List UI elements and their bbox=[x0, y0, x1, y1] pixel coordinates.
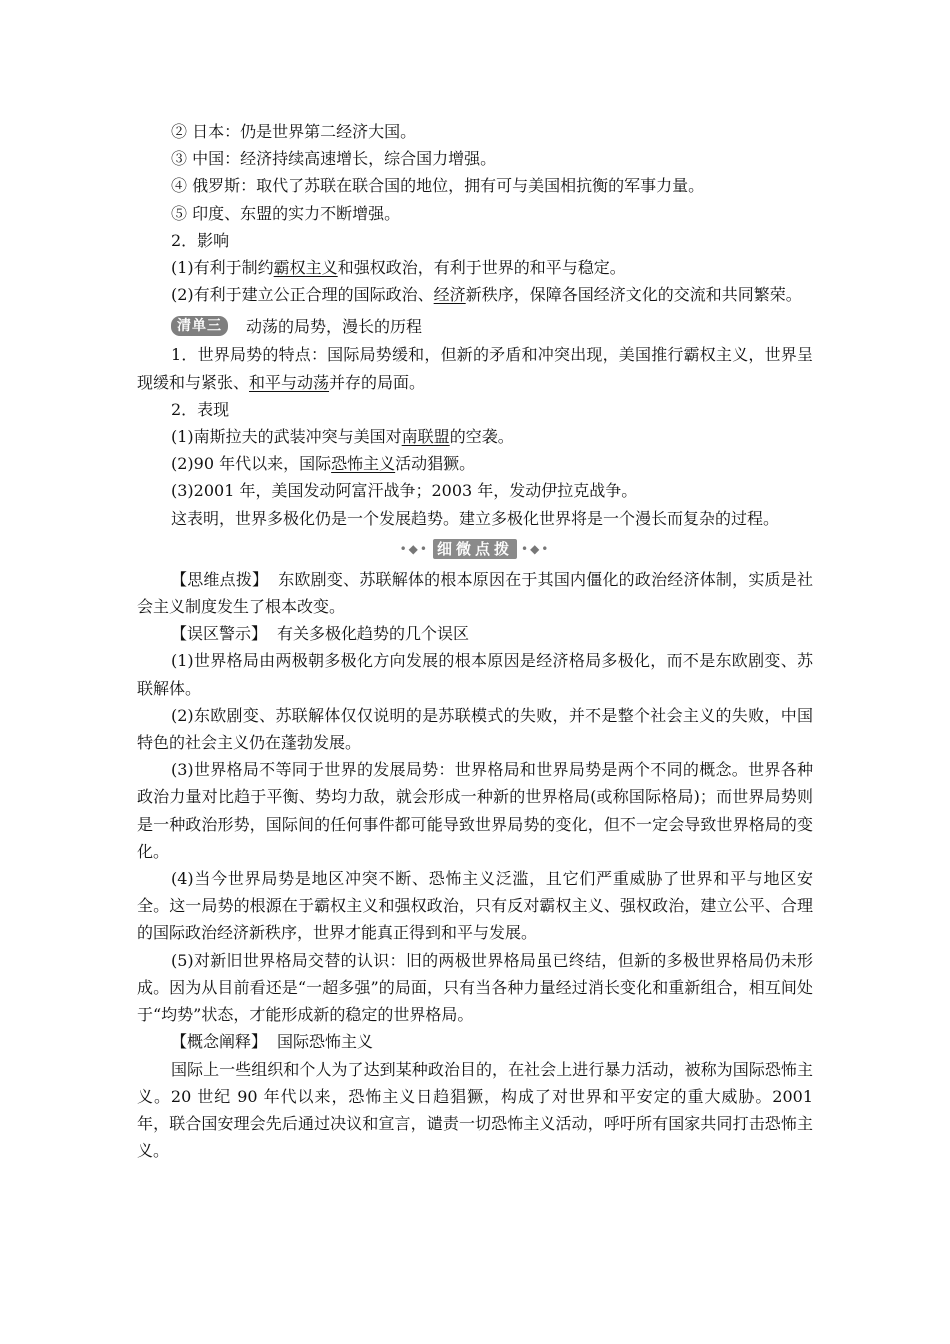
concept-label: 【概念阐释】 bbox=[171, 1032, 268, 1052]
impact-item-1-post: 和强权政治，有利于世界的和平与稳定。 bbox=[337, 258, 626, 278]
performance-item-2-pre: (2)90 年代以来，国际 bbox=[171, 454, 332, 474]
concept-heading bbox=[137, 1028, 813, 1055]
banner-dots-right: •◆• bbox=[521, 541, 551, 556]
misconception-item: (5)对新旧世界格局交替的认识：旧的两极世界格局虽已终结，但新的多极世界格局仍未形成。因为从目前看还是“一超多强”的局面，只有当各种力量经过消长变化和重新组合，相互间处于“均势”状态，才能形成新的稳定的世界格局。 bbox=[137, 950, 813, 1025]
misconception-title: 有关多极化趋势的几个误区 bbox=[277, 624, 470, 644]
banner-dots-left: •◆• bbox=[399, 541, 429, 556]
impact-item-1-pre: (1)有利于制约 bbox=[171, 258, 274, 278]
performance-item-1-pre: (1)南斯拉夫的武装冲突与美国对 bbox=[171, 427, 402, 447]
performance-item-2-post: 活动猖獗。 bbox=[395, 454, 476, 474]
concept-title: 国际恐怖主义 bbox=[277, 1032, 374, 1052]
misconception-label: 【误区警示】 bbox=[171, 624, 268, 644]
impact-item-2-underlined: 经济 bbox=[433, 285, 466, 305]
impact-item-2 bbox=[137, 281, 813, 308]
section-heading-3 bbox=[137, 311, 813, 341]
misconception-item: (2)东欧剧变、苏联解体仅仅说明的是苏联模式的失败，并不是整个社会主义的失败，中国特色的社会主义仍在蓬勃发展。 bbox=[137, 705, 813, 753]
performance-item-1-underlined: 南联盟 bbox=[401, 427, 450, 447]
impact-item-1-underlined: 霸权主义 bbox=[273, 258, 338, 278]
thinking-label: 【思维点拨】 bbox=[171, 569, 269, 589]
text-line-japan: ② 日本：仍是世界第二经济大国。 bbox=[171, 122, 417, 141]
feature-post: 并存的局面。 bbox=[329, 372, 426, 392]
impact-heading: 2．影响 bbox=[171, 230, 230, 250]
performance-item-3: (3)2001 年，美国发动阿富汗战争；2003 年，发动伊拉克战争。 bbox=[171, 481, 638, 501]
tips-banner bbox=[137, 534, 813, 564]
conclusion-line: 这表明，世界多极化仍是一个发展趋势。建立多极化世界将是一个漫长而复杂的过程。 bbox=[171, 508, 780, 528]
misconception-heading bbox=[137, 620, 813, 647]
performance-heading: 2．表现 bbox=[171, 399, 230, 419]
performance-item-2-underlined: 恐怖主义 bbox=[331, 454, 396, 474]
misconception-item: (1)世界格局由两极朝多极化方向发展的根本原因是经济格局多极化，而不是东欧剧变、苏联解体。 bbox=[137, 651, 813, 698]
feature-underlined: 和平与动荡 bbox=[249, 372, 330, 392]
document-page bbox=[137, 118, 813, 1164]
performance-item-2 bbox=[137, 450, 813, 477]
feature-paragraph bbox=[137, 341, 813, 395]
misconception-item: (4)当今世界局势是地区冲突不断、恐怖主义泛滥，且它们严重威胁了世界和平与地区安全。这一局势的根源在于霸权主义和强权政治，只有反对霸权主义、强权政治，建立公平、合理的国际政治经济新秩序，世界才能真正得到和平与发展。 bbox=[137, 869, 813, 943]
concept-text: 国际上一些组织和个人为了达到某种政治目的，在社会上进行暴力活动，被称为国际恐怖主义。20 世纪 90 年代以来，恐怖主义日趋猖獗，构成了对世界和平安定的重大威胁。2001 年，联合国安理会先后通过决议和宣言，谴责一切恐怖主义活动，呼吁所有国家共同打击恐怖主义。 bbox=[137, 1059, 813, 1161]
performance-item-1 bbox=[137, 423, 813, 450]
text-line-china: ③ 中国：经济持续高速增长，综合国力增强。 bbox=[171, 149, 497, 169]
impact-item-2-post: 新秩序，保障各国经济文化的交流和共同繁荣。 bbox=[465, 285, 802, 305]
performance-item-1-post: 的空袭。 bbox=[449, 427, 514, 447]
thinking-tip bbox=[137, 566, 813, 620]
impact-item-1 bbox=[137, 254, 813, 281]
section-tag: 清单三 bbox=[171, 316, 228, 336]
text-line-russia: ④ 俄罗斯：取代了苏联在联合国的地位，拥有可与美国相抗衡的军事力量。 bbox=[171, 176, 705, 196]
text-line-india-asean: ⑤ 印度、东盟的实力不断增强。 bbox=[171, 203, 401, 223]
misconception-item: (3)世界格局不等同于世界的发展局势：世界格局和世界局势是两个不同的概念。世界各种政治力量对比趋于平衡、势均力敌，就会形成一种新的世界格局(或称国际格局)；而世界局势则是一种政治形势，国际间的任何事件都可能导致世界局势的变化，但不一定会导致世界格局的变化。 bbox=[137, 760, 813, 861]
impact-item-2-pre: (2)有利于建立公正合理的国际政治、 bbox=[171, 285, 434, 305]
thinking-text: 东欧剧变、苏联解体的根本原因在于其国内僵化的政治经济体制，实质是社会主义制度发生了根本改变。 bbox=[137, 569, 813, 617]
section-title: 动荡的局势，漫长的历程 bbox=[246, 316, 423, 336]
feature-pre: 1．世界局势的特点：国际局势缓和，但新的矛盾和冲突出现，美国推行霸权主义，世界呈现缓和与紧张、 bbox=[137, 345, 813, 392]
banner-title: 细微点拨 bbox=[433, 539, 517, 559]
